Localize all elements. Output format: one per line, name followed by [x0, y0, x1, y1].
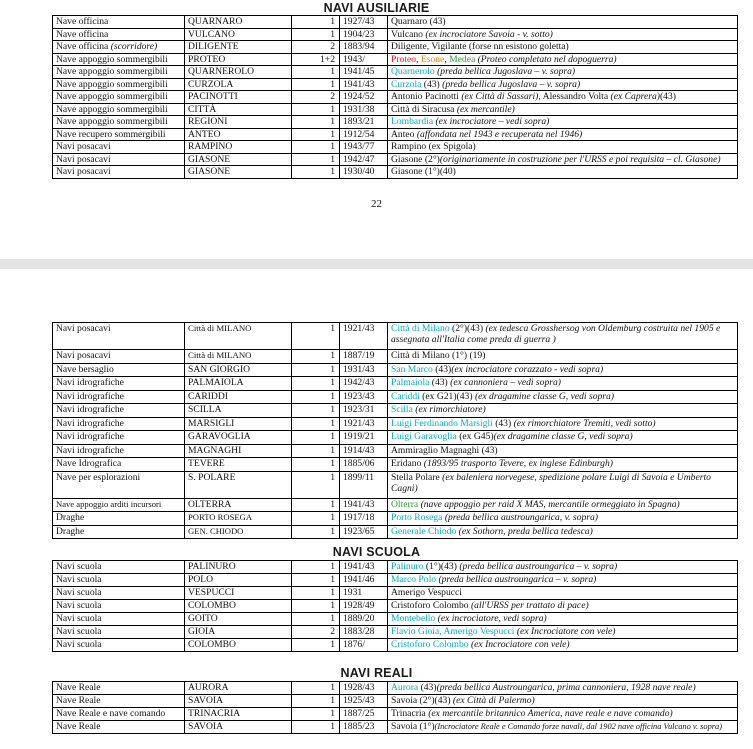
cell-notes: Flavio Gioia, Amerigo Vespucci (ex Incrociatore con vele) [388, 626, 738, 639]
cell-type: Navi posacavi [53, 323, 185, 350]
table-row [53, 431, 738, 445]
cell-type: Navi idrografiche [53, 377, 185, 391]
cell-type: Navi scuola [53, 574, 185, 587]
cell-years: 1923/31 [340, 404, 388, 418]
cell-notes: Quarnaro (43) [388, 16, 738, 29]
cell-notes: Savoia (2°)(43) (ex Città di Palermo) [388, 695, 738, 708]
cell-name: OLTERRA [185, 498, 292, 512]
table-row [53, 323, 738, 350]
table-row [53, 498, 738, 512]
table-row [53, 417, 738, 431]
cell-name: CARIDDI [185, 390, 292, 404]
cell-years: 1885/06 [340, 458, 388, 472]
table-row [53, 626, 738, 639]
cell-name: PALINURO [185, 561, 292, 574]
cell-type: Navi posacavi [53, 166, 185, 179]
cell-notes: Luigi Ferdinando Marsigli (43) (ex rimorchiatore Tremiti, vedi sotto) [388, 417, 738, 431]
cell-type: Navi idrografiche [53, 417, 185, 431]
table-row [53, 363, 738, 377]
cell-years: 1899/11 [340, 471, 388, 498]
cell-years: 1943/77 [340, 141, 388, 154]
table-row [53, 103, 738, 116]
table-row [53, 695, 738, 708]
table-row [53, 350, 738, 364]
cell-quantity: 1 [292, 141, 340, 154]
page-separator [0, 259, 753, 269]
cell-notes: Ammiraglio Magnaghi (43) [388, 444, 738, 458]
cell-years: 1883/94 [340, 41, 388, 54]
cell-years: 1887/19 [340, 350, 388, 364]
cell-years: 1921/43 [340, 323, 388, 350]
cell-quantity: 1 [292, 695, 340, 708]
cell-notes: Aurora (43)(preda bellica Austroungarica, prima cannoniera, 1928 nave reale) [388, 682, 738, 695]
cell-name: VESPUCCI [185, 587, 292, 600]
cell-notes: Proteo, Esone, Medea (Proteo completato nel dopoguerra) [388, 53, 738, 66]
cell-years: 1912/54 [340, 128, 388, 141]
cell-type: Navi idrografiche [53, 431, 185, 445]
cell-years: 1941/43 [340, 78, 388, 91]
cell-quantity: 1+2 [292, 53, 340, 66]
cell-quantity: 1 [292, 574, 340, 587]
page-number: 22 [371, 198, 382, 210]
cell-name: SAN GIORGIO [185, 363, 292, 377]
cell-type: Navi posacavi [53, 141, 185, 154]
table-row [53, 639, 738, 652]
cell-name: PALMAIOLA [185, 377, 292, 391]
cell-years: 1893/21 [340, 116, 388, 129]
cell-years: 1904/23 [340, 28, 388, 41]
cell-quantity: 1 [292, 323, 340, 350]
cell-name: DILIGENTE [185, 41, 292, 54]
cell-notes: Trinacria (ex mercantile britannico America, nave reale e nave comando) [388, 708, 738, 721]
table-row [53, 141, 738, 154]
cell-type: Nave Reale [53, 682, 185, 695]
table-row [53, 721, 738, 734]
cell-years: 1887/25 [340, 708, 388, 721]
cell-name: GARAVOGLIA [185, 431, 292, 445]
cell-type: Nave appoggio sommergibili [53, 53, 185, 66]
cell-notes: Città di Milano (2°)(43) (ex tedesca Grosshersog von Oldemburg costruita nel 1905 e assegnata all'Italia come preda di guerra ) [388, 323, 738, 350]
cell-notes: Generale Chiodo (ex Sothorn, preda bellica tedesca) [388, 525, 738, 539]
cell-quantity: 1 [292, 28, 340, 41]
cell-name: AURORA [185, 682, 292, 695]
table-navi-scuola [52, 560, 738, 652]
cell-notes: Lombardia (ex incrociatore – vedi sopra) [388, 116, 738, 129]
table-row [53, 16, 738, 29]
cell-notes: Palmaiola (43) (ex cannoniera – vedi sopra) [388, 377, 738, 391]
section-title-navi-scuola: NAVI SCUOLA [332, 545, 421, 559]
cell-type: Nave appoggio arditi incursori [53, 498, 185, 512]
cell-quantity: 1 [292, 708, 340, 721]
cell-type: Nave appoggio sommergibili [53, 78, 185, 91]
cell-years: 1885/23 [340, 721, 388, 734]
cell-years: 1883/28 [340, 626, 388, 639]
cell-type: Nave officina (scorridore) [53, 41, 185, 54]
cell-name: TEVERE [185, 458, 292, 472]
table-row [53, 574, 738, 587]
table-row [53, 166, 738, 179]
cell-notes: Stella Polare (ex baleniera norvegese, spedizione polare Luigi di Savoia e Umberto Cagni) [388, 471, 738, 498]
cell-quantity: 1 [292, 613, 340, 626]
cell-name: GIASONE [185, 166, 292, 179]
table-row [53, 91, 738, 104]
cell-quantity: 1 [292, 103, 340, 116]
cell-years: 1925/43 [340, 695, 388, 708]
cell-years: 1941/43 [340, 498, 388, 512]
cell-notes: Anteo (affondata nel 1943 e recuperata nel 1946) [388, 128, 738, 141]
cell-years: 1931 [340, 587, 388, 600]
cell-name: QUARNARO [185, 16, 292, 29]
cell-notes: Cariddi (ex G21)(43) (ex dragamine classe G, vedi sopra) [388, 390, 738, 404]
cell-name: S. POLARE [185, 471, 292, 498]
cell-name: CURZOLA [185, 78, 292, 91]
cell-notes: Città di Siracusa (ex mercantile) [388, 103, 738, 116]
cell-quantity: 1 [292, 721, 340, 734]
cell-type: Nave appoggio sommergibili [53, 116, 185, 129]
cell-notes: Cristoforo Colombo (ex Incrociatore con vele) [388, 639, 738, 652]
cell-quantity: 1 [292, 431, 340, 445]
cell-type: Navi scuola [53, 613, 185, 626]
cell-quantity: 1 [292, 498, 340, 512]
cell-name: CITTÀ [185, 103, 292, 116]
table-row [53, 458, 738, 472]
cell-type: Navi scuola [53, 600, 185, 613]
cell-name: GIOIA [185, 626, 292, 639]
cell-type: Nave Reale [53, 721, 185, 734]
cell-years: 1941/45 [340, 66, 388, 79]
cell-type: Navi scuola [53, 626, 185, 639]
cell-quantity: 1 [292, 377, 340, 391]
cell-name: PROTEO [185, 53, 292, 66]
cell-name: MAGNAGHI [185, 444, 292, 458]
cell-name: Città di MILANO [185, 350, 292, 364]
cell-name: COLOMBO [185, 600, 292, 613]
cell-years: 1914/43 [340, 444, 388, 458]
cell-years: 1919/21 [340, 431, 388, 445]
table-row [53, 41, 738, 54]
cell-years: 1931/38 [340, 103, 388, 116]
cell-years: 1924/52 [340, 91, 388, 104]
cell-type: Navi idrografiche [53, 444, 185, 458]
table-row [53, 613, 738, 626]
cell-type: Nave recupero sommergibili [53, 128, 185, 141]
cell-quantity: 1 [292, 128, 340, 141]
table-row [53, 561, 738, 574]
cell-quantity: 1 [292, 404, 340, 418]
cell-notes: Cristoforo Colombo (all'URSS per trattato di pace) [388, 600, 738, 613]
cell-notes: Città di Milano (1°) (19) [388, 350, 738, 364]
cell-years: 1931/43 [340, 363, 388, 377]
cell-type: Nave appoggio sommergibili [53, 103, 185, 116]
cell-quantity: 1 [292, 390, 340, 404]
table-row [53, 404, 738, 418]
cell-type: Nave Reale [53, 695, 185, 708]
cell-type: Navi idrografiche [53, 404, 185, 418]
cell-years: 1928/49 [340, 600, 388, 613]
cell-name: SAVOIA [185, 695, 292, 708]
table-row [53, 390, 738, 404]
cell-type: Nave officina [53, 28, 185, 41]
cell-quantity: 2 [292, 626, 340, 639]
cell-quantity: 1 [292, 66, 340, 79]
cell-notes: Scilla (ex rimorchiatore) [388, 404, 738, 418]
cell-quantity: 1 [292, 166, 340, 179]
cell-years: 1941/43 [340, 561, 388, 574]
table-row [53, 525, 738, 539]
table-row [53, 128, 738, 141]
cell-quantity: 1 [292, 682, 340, 695]
cell-years: 1923/65 [340, 525, 388, 539]
table-row [53, 116, 738, 129]
cell-type: Navi scuola [53, 639, 185, 652]
cell-name: REGIONI [185, 116, 292, 129]
cell-quantity: 2 [292, 91, 340, 104]
section-title-navi-ausiliarie: NAVI AUSILIARIE [323, 1, 430, 15]
cell-notes: Giasone (1°)(40) [388, 166, 738, 179]
cell-years: 1923/43 [340, 390, 388, 404]
table-row [53, 471, 738, 498]
cell-name: GEN. CHIODO [185, 525, 292, 539]
cell-years: 1930/40 [340, 166, 388, 179]
cell-notes: Diligente, Vigilante (forse nn esistono goletta) [388, 41, 738, 54]
cell-type: Navi scuola [53, 587, 185, 600]
cell-name: GIASONE [185, 153, 292, 166]
table-navi-ausiliarie [52, 15, 738, 179]
cell-type: Draghe [53, 512, 185, 526]
cell-quantity: 1 [292, 350, 340, 364]
cell-years: 1889/20 [340, 613, 388, 626]
cell-years: 1942/47 [340, 153, 388, 166]
cell-notes: Quarnerolo (preda bellica Jugoslava – v. sopra) [388, 66, 738, 79]
cell-type: Navi scuola [53, 561, 185, 574]
cell-name: PORTO ROSEGA [185, 512, 292, 526]
cell-type: Nave officina [53, 16, 185, 29]
cell-quantity: 1 [292, 116, 340, 129]
cell-years: 1943/ [340, 53, 388, 66]
cell-years: 1876/ [340, 639, 388, 652]
cell-quantity: 1 [292, 458, 340, 472]
table-navi-varie [52, 322, 738, 539]
cell-quantity: 1 [292, 16, 340, 29]
table-row [53, 444, 738, 458]
cell-name: PACINOTTI [185, 91, 292, 104]
cell-years: 1942/43 [340, 377, 388, 391]
section-title-navi-reali: NAVI REALI [340, 666, 413, 680]
cell-quantity: 1 [292, 417, 340, 431]
cell-name: SAVOIA [185, 721, 292, 734]
cell-quantity: 1 [292, 639, 340, 652]
table-row [53, 600, 738, 613]
cell-name: TRINACRIA [185, 708, 292, 721]
cell-type: Nave appoggio sommergibili [53, 91, 185, 104]
cell-quantity: 1 [292, 444, 340, 458]
table-row [53, 153, 738, 166]
cell-quantity: 2 [292, 41, 340, 54]
table-row [53, 78, 738, 91]
cell-quantity: 1 [292, 600, 340, 613]
table-row [53, 66, 738, 79]
cell-name: SCILLA [185, 404, 292, 418]
cell-notes: San Marco (43)(ex incrociatore corazzato - vedi sopra) [388, 363, 738, 377]
cell-name: MARSIGLI [185, 417, 292, 431]
cell-years: 1941/46 [340, 574, 388, 587]
cell-quantity: 1 [292, 78, 340, 91]
cell-notes: Palinuro (1°)(43) (preda bellica austroungarica – v. sopra) [388, 561, 738, 574]
cell-quantity: 1 [292, 153, 340, 166]
cell-name: Città di MILANO [185, 323, 292, 350]
cell-years: 1927/43 [340, 16, 388, 29]
table-row [53, 512, 738, 526]
cell-type: Navi idrografiche [53, 390, 185, 404]
table-row [53, 377, 738, 391]
cell-years: 1928/43 [340, 682, 388, 695]
cell-name: RAMPINO [185, 141, 292, 154]
table-row [53, 53, 738, 66]
table-row [53, 587, 738, 600]
cell-type: Draghe [53, 525, 185, 539]
table-row [53, 708, 738, 721]
cell-quantity: 1 [292, 561, 340, 574]
cell-type: Nave bersaglio [53, 363, 185, 377]
cell-name: GOITO [185, 613, 292, 626]
cell-notes: Olterra (nave appoggio per raid X MAS, mercantile ormeggiato in Spagna) [388, 498, 738, 512]
cell-years: 1921/43 [340, 417, 388, 431]
cell-notes: Giasone (2°)(originariamente in costruzione per l'URSS e poi requisita – cl. Giasone) [388, 153, 738, 166]
cell-name: POLO [185, 574, 292, 587]
cell-quantity: 1 [292, 587, 340, 600]
cell-name: VULCANO [185, 28, 292, 41]
table-row [53, 682, 738, 695]
cell-notes: Marco Polo (preda bellica austroungarica – v. sopra) [388, 574, 738, 587]
cell-notes: Rampino (ex Spigola) [388, 141, 738, 154]
cell-type: Navi posacavi [53, 153, 185, 166]
cell-notes: Eridano (1893/95 trasporto Tevere, ex inglese Edinburgh) [388, 458, 738, 472]
cell-quantity: 1 [292, 363, 340, 377]
cell-notes: Amerigo Vespucci [388, 587, 738, 600]
cell-name: ANTEO [185, 128, 292, 141]
table-row [53, 28, 738, 41]
cell-name: QUARNEROLO [185, 66, 292, 79]
cell-type: Nave appoggio sommergibili [53, 66, 185, 79]
cell-notes: Montebello (ex incrociatore, vedi sopra) [388, 613, 738, 626]
cell-notes: Savoia (1°)(Incrociatore Reale e Comando forze navali, dal 1902 nave officina Vulcano v. sopra) [388, 721, 738, 734]
cell-years: 1917/18 [340, 512, 388, 526]
cell-quantity: 1 [292, 512, 340, 526]
cell-name: COLOMBO [185, 639, 292, 652]
cell-type: Nave per esplorazioni [53, 471, 185, 498]
cell-quantity: 1 [292, 471, 340, 498]
cell-type: Nave Idrografica [53, 458, 185, 472]
cell-notes: Vulcano (ex incrociatore Savoia - v. sotto) [388, 28, 738, 41]
cell-type: Navi posacavi [53, 350, 185, 364]
cell-notes: Curzola (43) (preda bellica Jugoslava – v. sopra) [388, 78, 738, 91]
cell-notes: Porto Rosega (preda bellica austroungarica, v. sopra) [388, 512, 738, 526]
table-navi-reali [52, 681, 738, 734]
cell-type: Nave Reale e nave comando [53, 708, 185, 721]
cell-quantity: 1 [292, 525, 340, 539]
cell-notes: Luigi Garavoglia (ex G45)(ex dragamine classe G, vedi sopra) [388, 431, 738, 445]
cell-notes: Antonio Pacinotti (ex Città di Sassari), Alessandro Volta (ex Caprera)(43) [388, 91, 738, 104]
